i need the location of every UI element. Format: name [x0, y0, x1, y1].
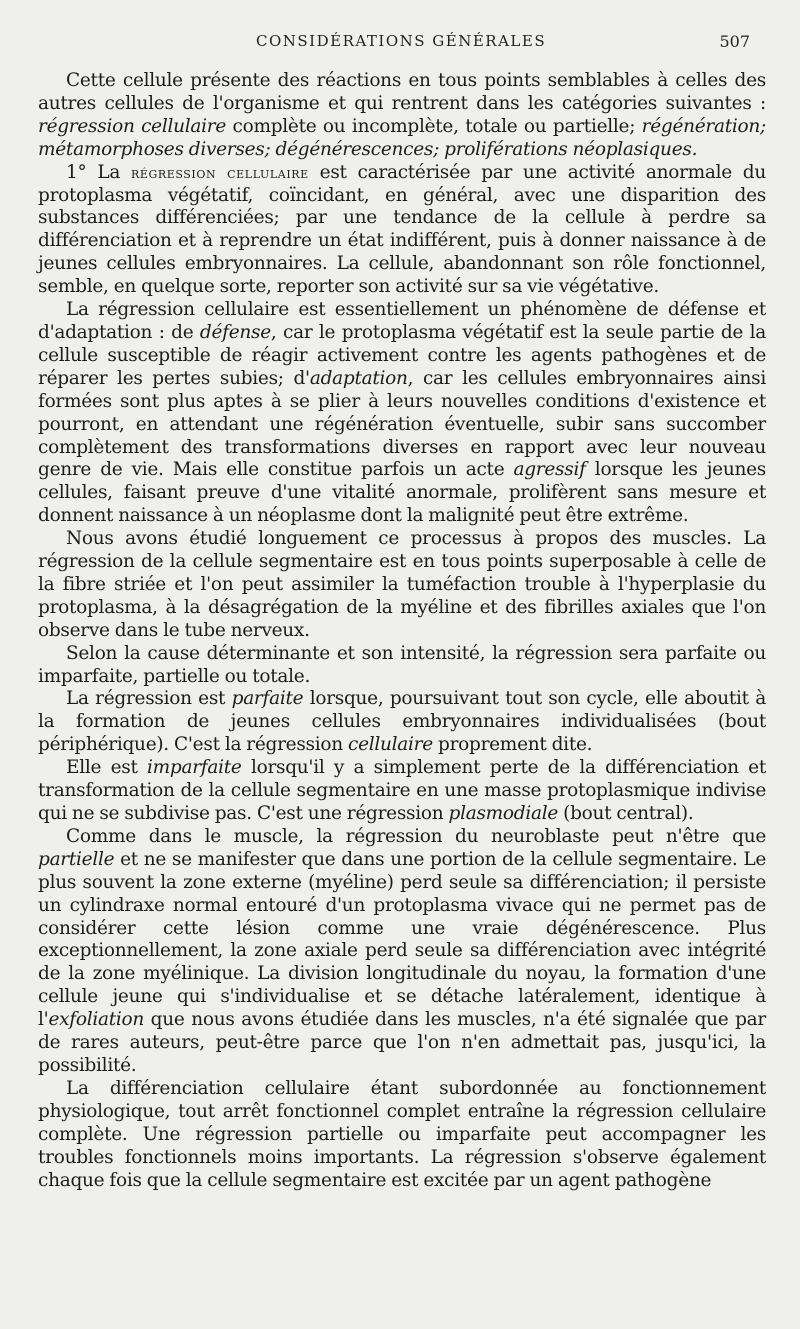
text-run: lorsque, poursuivant tout son cycle, elle aboutit à la formation de jeunes cellules embryonnaires individualisées (bout périphérique). C'est la régression: [38, 688, 766, 756]
italic-term: défense: [199, 321, 271, 343]
page-number: 507: [719, 32, 750, 51]
text-run: La régression cellulaire est essentiellement un phénomène de défense et d'adaptation : de: [38, 299, 766, 343]
text-run: que nous avons étudiée dans les muscles, n'a été signalée que par de rares auteurs, peut-être parce que l'on n'en admettait pas, jusqu'ici, la possibilité.: [38, 1009, 766, 1076]
text-run: complète ou incomplète, totale ou partielle;: [226, 115, 642, 137]
text-run: Selon la cause déterminante et son intensité, la régression sera parfaite ou imparfaite, partielle ou totale.: [38, 642, 766, 687]
paragraph-1: [38, 70, 766, 162]
paragraph-4: [38, 528, 766, 643]
italic-term: agressif: [513, 459, 586, 481]
paragraph-2: [38, 162, 766, 299]
paragraph-5: [38, 643, 766, 689]
italic-term: régénération; métamorphoses diverses; dégénérescences; proliférations néoplasiques.: [38, 115, 766, 160]
text-run: (bout central).: [558, 803, 694, 824]
small-caps-term: régression cellulaire: [130, 162, 309, 182]
text-run: lorsque les jeunes cellules, faisant preuve d'une vitalité anormale, prolifèrent sans mesure et donnent naissance à un néoplasme dont la malignité peut être extrême.: [38, 459, 766, 527]
paragraph-6: [38, 688, 766, 757]
italic-term: régression cellulaire: [38, 115, 227, 137]
text-run: Comme dans le muscle, la régression du neuroblaste peut n'être que: [66, 825, 766, 847]
text-run: Elle est: [66, 757, 147, 779]
text-run: , car les cellules embryonnaires ainsi formées sont plus aptes à se plier à leurs nouvelles conditions d'existence et pourront, en attendant une régénération éventuelle, subir sans succomber complètement des transformations diverses en rapport avec leur nouveau genre de vie. Mais elle constitue parfois un acte: [38, 367, 766, 481]
italic-term: exfoliation: [48, 1009, 145, 1031]
text-run: , car le protoplasma végétatif est la seule partie de la cellule susceptible de réagir activement contre les agents pathogènes et de réparer les pertes subies; d': [38, 321, 766, 389]
page-header: [38, 30, 762, 58]
italic-term: adaptation: [309, 367, 408, 389]
italic-term: plasmodiale: [448, 803, 559, 824]
italic-term: partielle: [38, 848, 115, 870]
text-run: et ne se manifester que dans une portion de la cellule segmentaire. Le plus souvent la zone externe (myéline) perd seule sa différenciation; il persiste un cylindraxe normal entouré d'un protoplasma vivace qui ne permet pas de considérer cette lésion comme une vraie dégénérescence. Plus exceptionnellement, la zone axiale perd seule sa différenciation avec intégrité de la zone myélinique. La division longitudinale du noyau, la formation d'une cellule jeune qui s'individualise et se détache latéralement, identique à l': [38, 848, 766, 1031]
text-run: Cette cellule présente des réactions en tous points semblables à celles des autres cellules de l'organisme et qui rentrent dans les catégories suivantes :: [38, 70, 766, 114]
text-run: proprement dite.: [432, 734, 593, 756]
paragraph-7: [38, 757, 766, 826]
paragraph-3: [38, 299, 766, 528]
italic-term: imparfaite: [147, 757, 242, 779]
italic-term: parfaite: [231, 688, 304, 710]
body-text: [38, 70, 766, 1192]
paragraph-8: [38, 826, 766, 1078]
text-run: La régression est: [66, 688, 232, 710]
running-head: CONSIDÉRATIONS GÉNÉRALES: [256, 32, 547, 50]
text-run: lorsqu'il y a simplement perte de la différenciation et transformation de la cellule segmentaire en une masse protoplasmique indivise qui ne se subdivise pas. C'est une régression: [38, 757, 766, 824]
text-run: 1° La: [66, 161, 131, 183]
text-run: est caractérisée par une activité anormale du protoplasma végétatif, coïncidant, en général, avec une disparition des substances différenciées; par une tendance de la cellule à perdre sa différenciation et à reprendre un état indifférent, puis à donner naissance à de jeunes cellules embryonnaires. La cellule, abandonnant son rôle fonctionnel, semble, en quelque sorte, reporter son activité sur sa vie végétative.: [38, 161, 767, 298]
text-run: Nous avons étudié longuement ce processus à propos des muscles. La régression de la cellule segmentaire est en tous points superposable à celle de la fibre striée et l'on peut assimiler la tuméfaction trouble à l'hyperplasie du protoplasma, à la désagrégation de la myéline et des fibrilles axiales que l'on observe dans le tube nerveux.: [38, 528, 766, 641]
italic-term: cellulaire: [348, 734, 433, 756]
paragraph-9: [38, 1078, 766, 1193]
text-run: La différenciation cellulaire étant subordonnée au fonctionnement physiologique, tout arrêt fonctionnel complet entraîne la régression cellulaire complète. Une régression partielle ou imparfaite peut accompagner les troubles fonctionnels moins importants. La régression s'observe également chaque fois que la cellule segmentaire est excitée par un agent pathogène: [38, 1077, 766, 1191]
